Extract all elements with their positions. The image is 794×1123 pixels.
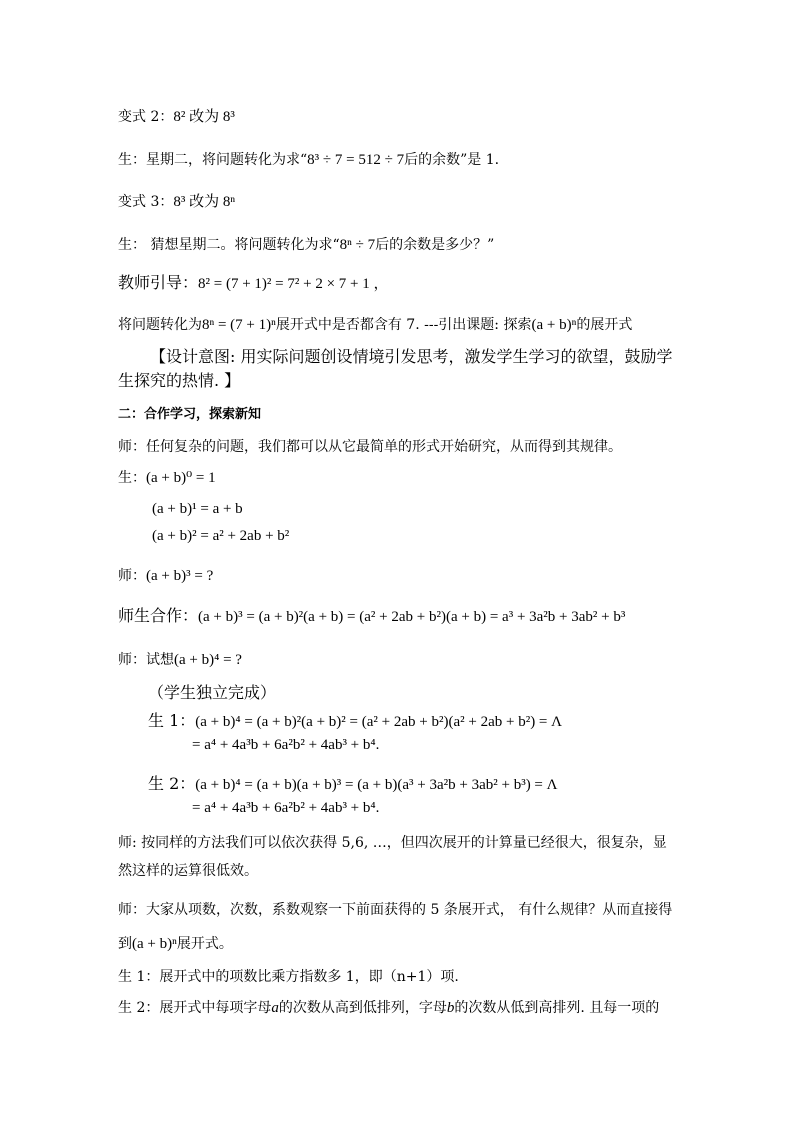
transform-tail: 的展开式 [576, 317, 633, 333]
teacher-observe-tail: 展开式。 [176, 936, 233, 952]
student-2-line-2 [192, 798, 379, 818]
student-1-label: 生 1： [148, 711, 196, 730]
student-guess-line [118, 235, 494, 255]
teacher-any-line: 师：任何复杂的问题，我们都可以从它最简单的形式开始研究，从而得到其规律。 [118, 439, 622, 455]
teacher-same-paragraph: 师: 按同样的方法我们可以依次获得 5,6, …，但四次展开的计算量已经很大，很复杂，显然这样的运算很低效。 [118, 835, 667, 879]
student-2-rule-tail: 的次数从低到高排列. 且每一项的 [454, 1000, 660, 1016]
design-intent-paragraph: 【设计意图: 用实际问题创设情境引发思考，激发学生学习的欲望，鼓励学生探究的热情. 】 [118, 347, 673, 390]
transform-math-2: (a + b)ⁿ [531, 317, 577, 333]
teacher-q3-math: (a + b)³ = ? [146, 568, 214, 584]
cooperation-line [118, 606, 625, 627]
student-2-rule [118, 998, 659, 1018]
teacher-q3-label: 师： [118, 568, 146, 584]
cooperation-label: 师生合作： [118, 606, 199, 625]
expansion-1-math: (a + b)¹ = a + b [152, 501, 243, 517]
student-1-math-2: = a⁴ + 4a³b + 6a²b² + 4ab³ + b⁴. [192, 737, 380, 753]
student-2-line-1 [148, 774, 558, 795]
variant-3-math: 8³ 改为 8ⁿ [173, 194, 236, 210]
letter-b: b [446, 1000, 455, 1016]
student-tuesday-tail: 后的余数”是 1. [404, 152, 500, 168]
independent-note: （学生独立完成） [148, 683, 277, 702]
expansion-0-math: (a + b)⁰ = 1 [146, 470, 216, 486]
transform-math-1: 8ⁿ = (7 + 1)ⁿ [202, 317, 276, 333]
transform-mid: 展开式中是否都含有 7. ---引出课题: 探索 [275, 317, 532, 333]
section-2-heading: 二：合作学习，探索新知 [118, 407, 262, 422]
student-2-math-1: (a + b)⁴ = (a + b)(a + b)³ = (a + b)(a³ + 3a²b + 3ab² + b³) = Λ [195, 777, 558, 793]
teacher-guide-line [118, 273, 389, 294]
student-expand-0-line [118, 468, 216, 488]
expansion-2-math: (a + b)² = a² + 2ab + b² [152, 528, 290, 544]
variant-2-math: 8² 改为 8³ [173, 109, 235, 125]
student-1-line-1 [148, 711, 562, 732]
expansion-2-line [152, 526, 289, 546]
student-2-math-2: = a⁴ + 4a³b + 6a²b² + 4ab³ + b⁴. [192, 800, 380, 816]
student-1-rule: 生 1：展开式中的项数比乘方指数多 1，即（n+1）项. [118, 969, 459, 985]
student-guess-label: 生： 猜想星期二。将问题转化为求“ [118, 237, 340, 253]
expansion-1-line [152, 499, 243, 519]
teacher-q3-line [118, 566, 213, 586]
variant-3-label: 变式 3： [118, 194, 174, 210]
student-1-line-2 [192, 735, 379, 755]
student-guess-tail: 后的余数是多少？” [375, 237, 495, 253]
teacher-try4-math: (a + b)⁴ = ? [174, 652, 242, 668]
teacher-observe-math: (a + b)ⁿ [132, 936, 177, 952]
student-2-label: 生 2： [148, 774, 196, 793]
transform-label: 将问题转化为 [118, 317, 202, 333]
student-expand-0-label: 生： [118, 470, 146, 486]
student-tuesday-math: 8³ ÷ 7 = 512 ÷ 7 [307, 152, 405, 168]
variant-2-label: 变式 2： [118, 109, 174, 125]
teacher-try4-label: 师：试想 [118, 652, 174, 668]
student-guess-math: 8ⁿ ÷ 7 [339, 237, 376, 253]
variant-2-line [118, 107, 235, 127]
teacher-guide-label: 教师引导： [118, 273, 199, 292]
transform-line [118, 315, 632, 335]
teacher-observe-paragraph [118, 893, 678, 961]
letter-a: a [271, 1000, 279, 1016]
teacher-guide-math: 8² = (7 + 1)² = 7² + 2 × 7 + 1 ， [198, 276, 389, 292]
student-1-math-1: (a + b)⁴ = (a + b)²(a + b)² = (a² + 2ab + b²)(a² + 2ab + b²) = Λ [195, 714, 563, 730]
teacher-try4-line [118, 650, 242, 670]
teacher-observe-text: 师：大家从项数，次数，系数观察一下前面获得的 5 条展开式， 有什么规律？从而直接得到 [118, 902, 673, 952]
student-tuesday-label: 生：星期二，将问题转化为求“ [118, 152, 308, 168]
student-2-rule-mid: 的次数从高到低排列，字母 [278, 1000, 447, 1016]
variant-3-line [118, 192, 235, 212]
student-tuesday-line [118, 150, 499, 170]
cooperation-math: (a + b)³ = (a + b)²(a + b) = (a² + 2ab + b²)(a + b) = a³ + 3a²b + 3ab² + b³ [198, 609, 626, 625]
student-2-rule-text: 生 2：展开式中每项字母 [118, 1000, 272, 1016]
